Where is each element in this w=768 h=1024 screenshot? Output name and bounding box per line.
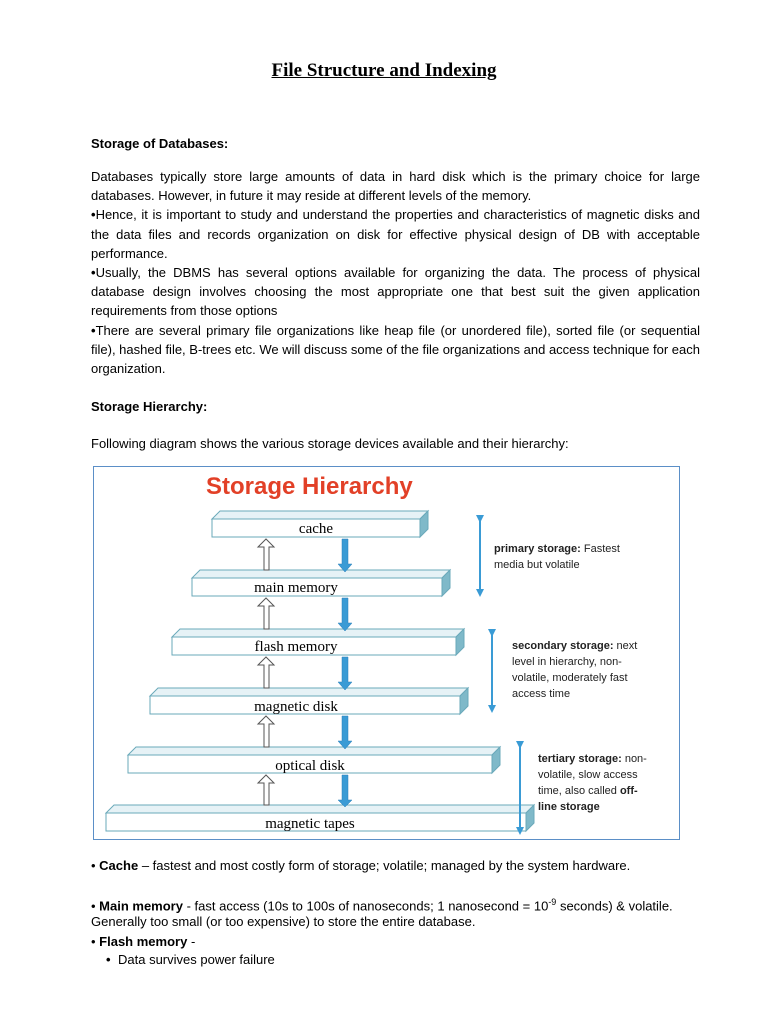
section-heading-storage-of-databases: Storage of Databases:	[91, 136, 229, 151]
secondary-annotation-line2: level in hierarchy, non-	[512, 656, 622, 668]
secondary-annotation-line3: volatile, moderately fast	[512, 672, 628, 684]
bullet-item: • There are several primary file organizations like heap file (or unordered file), sorted file (or sequential file), hashed file, B-trees etc. We will discuss some of the file organizations and access technique for each organization.	[91, 321, 700, 379]
storage-paragraph	[91, 167, 700, 378]
bullet-item: • Hence, it is important to study and understand the properties and characteristics of magnetic disks and the data files and records organization on disk for effective physical design of DB with acceptable performance.	[91, 205, 700, 263]
level-flash-memory	[172, 629, 464, 655]
storage-hierarchy-svg	[94, 467, 679, 839]
main-memory-definition-line2: Generally too small (or too expensive) to store the entire database.	[91, 914, 476, 929]
tertiary-annotation-line2: volatile, slow access	[538, 769, 638, 781]
level-label: flash memory	[254, 639, 338, 655]
section-heading-storage-hierarchy: Storage Hierarchy:	[91, 399, 208, 414]
secondary-annotation-line1: secondary storage: next	[512, 640, 638, 652]
level-label: cache	[298, 521, 334, 537]
level-main-memory	[192, 570, 450, 596]
level-label: magnetic tapes	[265, 816, 355, 832]
cache-term: Cache	[99, 858, 139, 873]
diagram-intro-text: Following diagram shows the various storage devices available and their hierarchy:	[91, 436, 569, 451]
primary-annotation-line1: primary storage: Fastest	[494, 543, 620, 555]
diagram-title: Storage Hierarchy	[206, 473, 413, 500]
level-optical-disk	[128, 747, 500, 774]
tertiary-annotation-line3: time, also called off-	[538, 785, 638, 797]
intro-text: Databases typically store large amounts of data in hard disk which is the primary choice for large databases. However, in future it may reside at different levels of the memory.	[91, 169, 700, 204]
page-title: File Structure and Indexing	[271, 60, 497, 81]
flash-memory-term: Flash memory	[99, 934, 188, 949]
flash-sub-bullet: • Data survives power failure	[118, 952, 275, 967]
secondary-annotation-line4: access time	[512, 688, 571, 700]
bullet-item: • Usually, the DBMS has several options available for organizing the data. The process of physical database design involves choosing the most appropriate one that best suit the given application requirements from those options	[91, 263, 700, 321]
main-memory-definition: • Main memory - fast access (10s to 100s of nanoseconds; 1 nanosecond = $10^{-9}$ seconds) & volatile.	[91, 897, 673, 914]
level-label: magnetic disk	[254, 699, 338, 715]
tertiary-annotation-line1: tertiary storage: non-	[538, 753, 647, 765]
level-label: main memory	[254, 580, 338, 596]
main-memory-term: Main memory	[99, 898, 183, 914]
flash-memory-definition: • Flash memory -	[91, 934, 196, 949]
primary-annotation-line2: media but volatile	[494, 559, 580, 571]
level-cache	[212, 511, 428, 537]
level-magnetic-tapes	[106, 805, 534, 832]
cache-text: – fastest and most costly form of storage; volatile; managed by the system hardware.	[138, 858, 631, 873]
cache-definition: • Cache – fastest and most costly form of storage; volatile; managed by the system hardware.	[91, 858, 631, 873]
storage-hierarchy-diagram	[93, 466, 680, 840]
level-label: optical disk	[275, 758, 345, 774]
level-magnetic-disk	[150, 688, 468, 715]
tertiary-annotation-line4: line storage	[538, 801, 600, 813]
